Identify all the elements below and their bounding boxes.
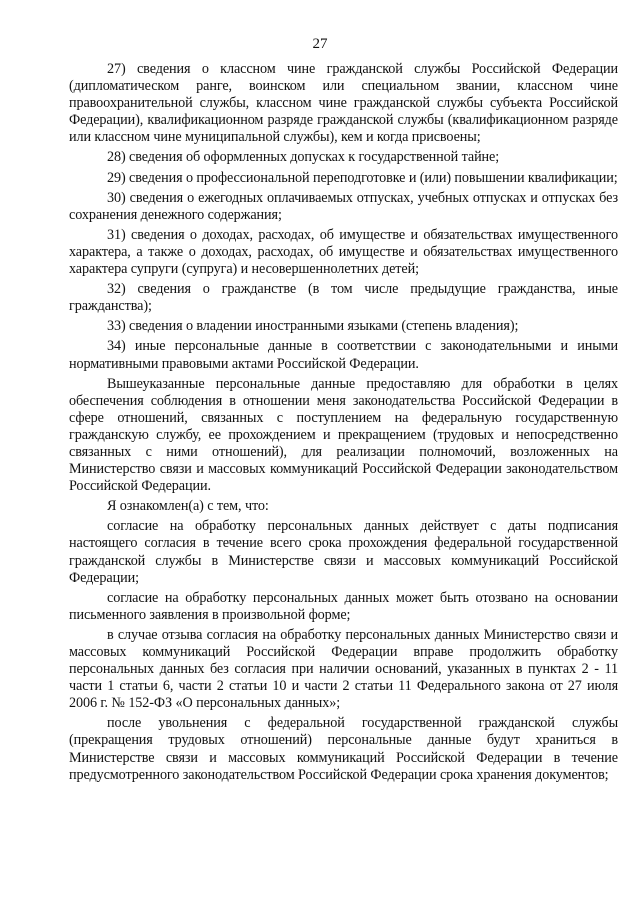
paragraph-item-34: 34) иные персональные данные в соответствии с законодательными и иными нормативными правовыми актами Российской Федерации. <box>69 338 618 372</box>
paragraph-item-27: 27) сведения о классном чине гражданской службы Российской Федерации (дипломатическом ранге, воинском или специальном звании, классном чине правоохранительной службы, классном чине гражданской службы субъекта Российской Федерации), квалификационном разряде гражданской службы (квалификационном разряде или классном чине муниципальной службы), кем и когда присвоены; <box>69 61 618 146</box>
paragraph-purpose: Вышеуказанные персональные данные предоставляю для обработки в целях обеспечения соблюдения в отношении меня законодательства Российской Федерации в сфере отношений, связанных с поступлением на федеральную государственную гражданскую службу, ее прохождением и прекращением (трудовых и непосредственно связанных с ними отношений), для реализации полномочий, возложенных на Министерство связи и массовых коммуникаций Российской Федерации законодательством Российской Федерации. <box>69 375 618 495</box>
paragraph-item-30: 30) сведения о ежегодных оплачиваемых отпусках, учебных отпусках и отпусках без сохранения денежного содержания; <box>69 189 618 223</box>
document-body <box>69 61 618 784</box>
paragraph-processing-after-revocation: в случае отзыва согласия на обработку персональных данных Министерство связи и массовых коммуникаций Российской Федерации вправе продолжить обработку персональных данных без согласия при наличии оснований, указанных в пунктах 2 - 11 части 1 статьи 6, части 2 статьи 10 и части 2 статьи 11 Федерального закона от 27 июля 2006 г. № 152-ФЗ «О персональных данных»; <box>69 626 618 712</box>
paragraph-consent-duration: согласие на обработку персональных данных действует с даты подписания настоящего согласия в течение всего срока прохождения федеральной государственной гражданской службы в Министерстве связи и массовых коммуникаций Российской Федерации; <box>69 518 618 586</box>
paragraph-acknowledgement: Я ознакомлен(а) с тем, что: <box>107 498 269 515</box>
paragraph-item-33: 33) сведения о владении иностранными языками (степень владения); <box>107 318 519 335</box>
paragraph-storage-after-dismissal: после увольнения с федеральной государственной гражданской службы (прекращения трудовых отношений) персональные данные будут храниться в Министерстве связи и массовых коммуникаций Российской Федерации в течение предусмотренного законодательством Российской Федерации срока хранения документов; <box>69 715 618 783</box>
paragraph-item-29: 29) сведения о профессиональной переподготовке и (или) повышении квалификации; <box>107 169 618 186</box>
page-number: 27 <box>312 36 328 52</box>
paragraph-item-32: 32) сведения о гражданстве (в том числе предыдущие гражданства, иные гражданства); <box>69 281 618 315</box>
paragraph-item-28: 28) сведения об оформленных допусках к государственной тайне; <box>107 149 500 166</box>
paragraph-item-31: 31) сведения о доходах, расходах, об имуществе и обязательствах имущественного характера, а также о доходах, расходах, об имуществе и обязательствах имущественного характера супруги (супруга) и несовершеннолетних детей; <box>69 226 618 278</box>
paragraph-consent-revocation: согласие на обработку персональных данных может быть отозвано на основании письменного заявления в произвольной форме; <box>69 589 618 623</box>
